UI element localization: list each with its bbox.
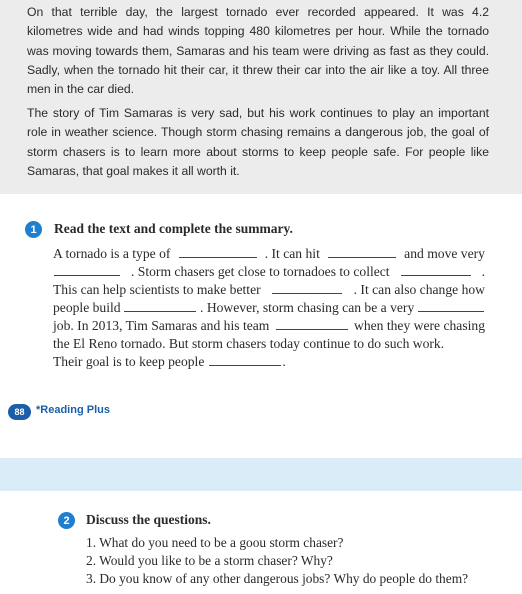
answer-blank[interactable] (418, 299, 484, 312)
summary-text: Their goal is to keep people (53, 354, 205, 369)
question-item: 2. Would you like to be a storm chaser? Why? (86, 553, 333, 568)
summary-line-7 (53, 353, 485, 371)
summary-text: . However, storm chasing can be a very (200, 300, 415, 315)
summary-text: . (282, 354, 286, 369)
reading-passage-panel (0, 0, 522, 194)
question-list (86, 534, 468, 588)
summary-text: . It can also change how (353, 282, 485, 297)
answer-blank[interactable] (179, 245, 257, 258)
answer-blank[interactable] (54, 263, 120, 276)
answer-blank[interactable] (328, 245, 396, 258)
answer-blank[interactable] (124, 299, 196, 312)
page-number-badge: 88 (8, 404, 31, 420)
summary-text: This can help scientists to make better (53, 282, 261, 297)
summary-text: . It can hit (264, 246, 320, 261)
task-1-title: Read the text and complete the summary. (54, 221, 293, 236)
task-2-title: Discuss the questions. (86, 512, 211, 527)
question-item: 3. Do you know of any other dangerous jobs? Why do people do them? (86, 571, 469, 586)
summary-line-6 (53, 335, 485, 353)
summary-text: . Storm chasers get close to tornadoes to collect (131, 264, 390, 279)
page-header-band (0, 458, 522, 491)
summary-text: job. In 2013, Tim Samaras and his team (53, 318, 270, 333)
summary-line-2 (53, 263, 485, 281)
summary-line-3 (53, 281, 485, 299)
summary-text: A tornado is a type of (53, 246, 171, 261)
answer-blank[interactable] (272, 281, 342, 294)
footer-label: *Reading Plus (36, 404, 110, 416)
summary-text: . (481, 264, 485, 279)
story-paragraph-1: On that terrible day, the largest tornado ever recorded appeared. It was 4.2 kilometres wide and had winds topping 480 kilometres per hour. While the tornado was moving towards them, Samaras and his team were driving as fast as they could. Sadly, when the tornado hit their car, it threw their car into the air like a toy. All three men in the car died. (27, 5, 489, 97)
task-1-number-badge: 1 (25, 221, 42, 238)
answer-blank[interactable] (276, 317, 348, 330)
summary-line-1 (53, 245, 485, 263)
page-footer (0, 403, 522, 419)
question-item: 1. What do you need to be a goou storm chaser? (86, 535, 344, 550)
summary-text: the El Reno tornado. But storm chasers today continue to do such work. (53, 336, 445, 351)
summary-text: and move very (404, 246, 485, 261)
summary-line-5 (53, 317, 485, 335)
story-paragraph-2: The story of Tim Samaras is very sad, but his work continues to play an important role in weather science. Though storm chasing remains a dangerous job, the goal of storm chasers is to learn more about storms to keep people safe. For people like Samaras, that goal makes it all worth it. (27, 106, 489, 178)
summary-text: people build (53, 300, 121, 315)
answer-blank[interactable] (209, 353, 281, 366)
task-2-number-badge: 2 (58, 512, 75, 529)
summary-line-4 (53, 299, 485, 317)
answer-blank[interactable] (401, 263, 471, 276)
summary-text: when they were chasing (354, 318, 485, 333)
